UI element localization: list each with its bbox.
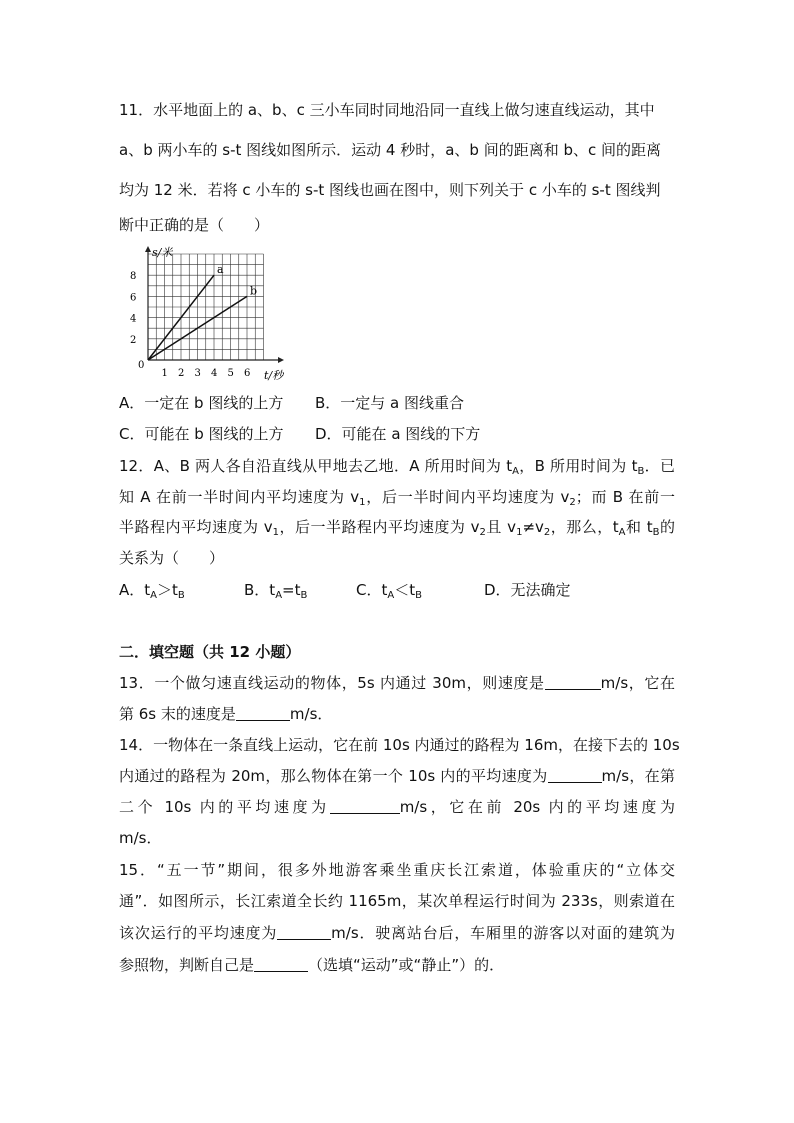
x-axis-arrow-icon <box>278 357 284 363</box>
q11-line-2: a、b 两小车的 s-t 图线如图所示．运动 4 秒时，a、b 间的距离和 b、c 间的距离 <box>119 141 661 159</box>
y-tick-label: 4 <box>130 313 137 325</box>
x-tick-label: 4 <box>211 368 218 379</box>
q11-option-d[interactable]: D．可能在 a 图线的下方 <box>315 425 481 443</box>
answer-blank[interactable] <box>236 705 290 721</box>
q13-line-2: 第 6s 末的速度是 m/s． <box>119 705 333 723</box>
x-axis-label: t/秒 <box>264 369 284 382</box>
q12-option-a[interactable]: A．$t_A>t_B$ <box>119 581 185 601</box>
q12-line-3: 半路程内平均速度为 $v_1$，后一半路程内平均速度为 $v_2$且 $v_1\ne v_2$，那么，$t_A$和 $t_B$的 <box>119 518 675 538</box>
q11-option-c[interactable]: C．可能在 b 图线的上方 <box>119 425 284 443</box>
q11-option-a[interactable]: A．一定在 b 图线的上方 <box>119 394 284 412</box>
q13-line-1: 13．一个做匀速直线运动的物体，5s 内通过 30m，则速度是 m/s，它在 <box>119 674 675 692</box>
q12-option-b[interactable]: B．$t_A=t_B$ <box>244 581 308 601</box>
q12-line-2: 知 A 在前一半时间内平均速度为 $v_1$，后一半时间内平均速度为 $v_2$；而 B 在前一 <box>119 488 675 508</box>
q14-line-3: 二个 10s 内的平均速度为 m/s，它在前 20s 内的平均速度为 <box>119 798 675 816</box>
q14-line-2: 内通过的路程为 20m，那么物体在第一个 10s 内的平均速度为 m/s，在第 <box>119 767 675 785</box>
q14-line-1: 14．一物体在一条直线上运动，它在前 10s 内通过的路程为 16m，在接下去的 10s <box>119 736 680 754</box>
q11-line-1: 11．水平地面上的 a、b、c 三小车同时同地沿同一直线上做匀速直线运动，其中 <box>119 101 655 119</box>
q12-line-1: 12．A、B 两人各自沿直线从甲地去乙地．A 所用时间为 $t_A$，B 所用时间为 $t_B$．已 <box>119 457 675 477</box>
origin-label: 0 <box>138 360 145 371</box>
q11-line-3: 均为 12 米．若将 c 小车的 s-t 图线也画在图中，则下列关于 c 小车的 s-t 图线判 <box>119 181 661 199</box>
y-tick-label: 6 <box>130 292 137 304</box>
q14-line-4: m/s． <box>119 829 162 847</box>
q12-line-4: 关系为（ ） <box>119 549 225 567</box>
chart-grid <box>148 254 264 360</box>
q11-option-b[interactable]: B．一定与 a 图线重合 <box>315 394 465 412</box>
q12-option-c[interactable]: C．$t_A<t_B$ <box>356 581 422 601</box>
q12-option-d[interactable]: D．无法确定 <box>484 581 571 599</box>
section-heading: 二．填空题（共 12 小题） <box>119 643 301 661</box>
series-label-b: b <box>250 284 258 298</box>
series-label-a: a <box>217 263 224 277</box>
answer-blank[interactable] <box>330 798 400 814</box>
q15-line-2: 通”．如图所示，长江索道全长约 1165m，某次单程运行时间为 233s，则索道在 <box>119 892 675 910</box>
st-graph <box>118 240 338 385</box>
x-tick-label: 3 <box>194 368 201 379</box>
q11-line-4: 断中正确的是（ ） <box>119 216 270 234</box>
answer-blank[interactable] <box>548 767 602 783</box>
q15-line-4: 参照物，判断自己是 （选填“运动”或“静止”）的． <box>119 956 505 974</box>
q15-line-1: 15．“五一节”期间，很多外地游客乘坐重庆长江索道，体验重庆的“立体交 <box>119 861 675 879</box>
chart-axes <box>145 246 284 363</box>
y-tick-label: 8 <box>130 271 137 283</box>
x-tick-label: 5 <box>227 368 234 379</box>
answer-blank[interactable] <box>545 674 601 690</box>
y-axis-arrow-icon <box>145 246 151 252</box>
x-tick-label: 6 <box>244 368 251 379</box>
x-tick-label: 1 <box>161 368 168 379</box>
y-axis-label: s/米 <box>152 246 173 259</box>
x-tick-label: 2 <box>178 368 185 379</box>
answer-blank[interactable] <box>254 956 308 972</box>
y-tick-label: 2 <box>130 334 137 346</box>
q15-line-3: 该次运行的平均速度为 m/s．驶离站台后，车厢里的游客以对面的建筑为 <box>119 924 675 942</box>
answer-blank[interactable] <box>277 924 331 940</box>
